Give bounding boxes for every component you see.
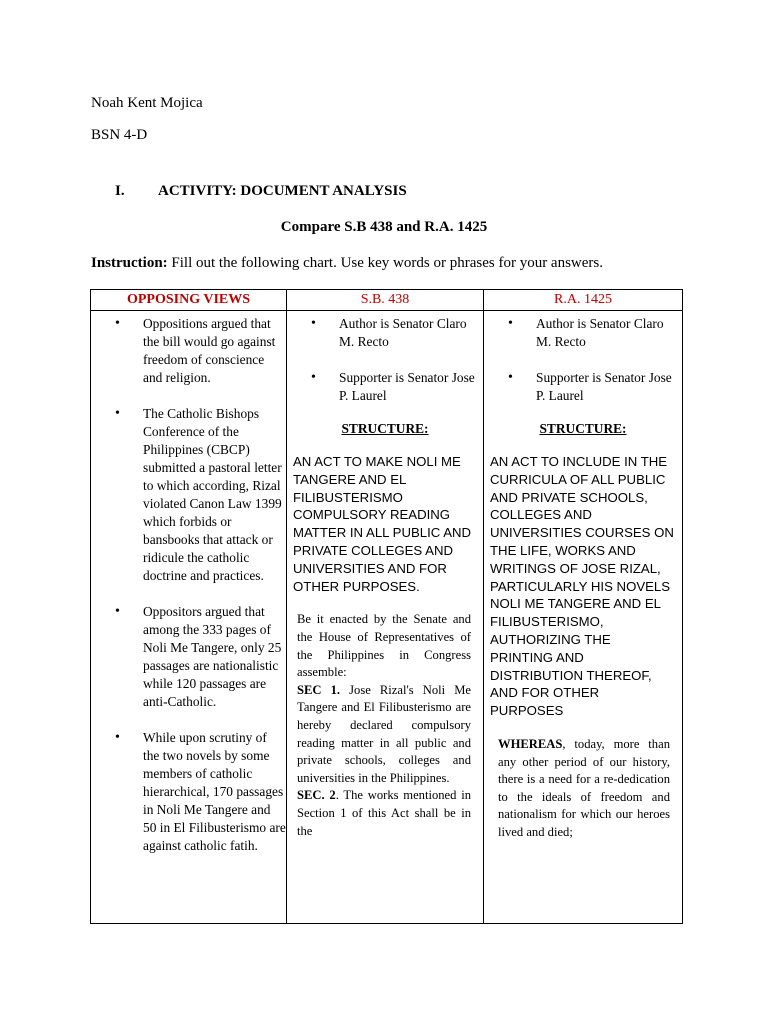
- ra1425-whereas-label: WHEREAS: [498, 736, 563, 751]
- list-item: • Author is Senator Claro M. Recto: [484, 315, 682, 351]
- ra1425-whereas-text: , today, more than any other period of our history, there is a need for a re-dedication to the ideals of freedom and nationalism for which our heroes lived and died;: [498, 736, 670, 839]
- sb438-enacting-clause: Be it enacted by the Senate and the House of Representatives of the Philippines in Congress assemble:: [297, 612, 471, 680]
- section-title: ACTIVITY: DOCUMENT ANALYSIS: [158, 183, 407, 199]
- sb438-title: AN ACT TO MAKE NOLI ME TANGERE AND EL FILIBUSTERISMO COMPULSORY READING MATTER IN ALL PUBLIC AND PRIVATE COLLEGES AND UNIVERSITIES AND FOR OTHER PURPOSES.: [293, 454, 472, 594]
- course-section: BSN 4-D: [91, 127, 148, 143]
- analysis-chart: [90, 289, 683, 924]
- sb438-sec1-text: Jose Rizal's Noli Me Tangere and El Filibusterismo are hereby declared compulsory reading matter in all public and private schools, colleges and universities in the Philippines.: [297, 682, 471, 785]
- ra1425-whereas: [484, 736, 682, 842]
- instruction-label: Instruction:: [91, 255, 168, 271]
- sb438-sec2: [297, 787, 471, 840]
- instruction-text: Fill out the following chart. Use key words or phrases for your answers.: [167, 255, 604, 271]
- opposing-views-list: [91, 315, 286, 855]
- header-sb438: S.B. 438: [287, 290, 484, 311]
- list-item: • Supporter is Senator Jose P. Laurel: [484, 369, 682, 405]
- list-item: • The Catholic Bishops Conference of the Philippines (CBCP) submitted a pastoral letter to which according, Rizal violated Canon Law 1399 which forbids or bansbooks that attack or ridicule the catholic doctrine and practices.: [91, 405, 286, 585]
- ra1425-title: AN ACT TO INCLUDE IN THE CURRICULA OF ALL PUBLIC AND PRIVATE SCHOOLS, COLLEGES AND UNIVERSITIES COURSES ON THE LIFE, WORKS AND WRITINGS OF JOSE RIZAL, PARTICULARLY HIS NOVELS NOLI ME TANGERE AND EL FILIBUSTERISMO, AUTHORIZING THE PRINTING AND DISTRIBUTION THEREOF, AND FOR OTHER PURPOSES: [490, 454, 674, 719]
- section-number: I.: [115, 183, 125, 199]
- chart-body-row: [91, 311, 683, 924]
- sb438-sec2-label: SEC. 2: [297, 788, 336, 803]
- list-item: • Oppositions argued that the bill would go against freedom of conscience and religion.: [91, 315, 286, 387]
- list-item: • Oppositors argued that among the 333 pages of Noli Me Tangere, only 25 passages are nationalistic while 120 passages are anti-Catholic.: [91, 603, 286, 711]
- list-item: • Supporter is Senator Jose P. Laurel: [287, 369, 483, 405]
- list-item: • Author is Senator Claro M. Recto: [287, 315, 483, 351]
- header-opposing-views: OPPOSING VIEWS: [91, 290, 287, 311]
- ra1425-cell: [484, 311, 683, 924]
- ra1425-structure-label: STRUCTURE:: [539, 421, 627, 436]
- sb438-sec1-label: SEC 1.: [297, 682, 341, 697]
- sb438-sec1: [297, 682, 471, 788]
- chart-header-row: [91, 290, 683, 311]
- sb438-cell: [287, 311, 484, 924]
- opposing-views-cell: [91, 311, 287, 924]
- instruction: [91, 255, 603, 272]
- sb438-list: [287, 315, 483, 405]
- sb438-structure-label: STRUCTURE:: [341, 421, 429, 436]
- compare-title: Compare S.B 438 and R.A. 1425: [280, 219, 488, 235]
- sb438-sec2-text: . The works mentioned in Section 1 of this Act shall be in the: [297, 788, 472, 838]
- student-name: Noah Kent Mojica: [91, 95, 203, 111]
- ra1425-list: [484, 315, 682, 405]
- list-item: • While upon scrutiny of the two novels by some members of catholic hierarchical, 170 passages in Noli Me Tangere and 50 in El Filibusterismo are against catholic fatih.: [91, 729, 286, 855]
- header-ra1425: R.A. 1425: [484, 290, 683, 311]
- sb438-body: [287, 611, 483, 840]
